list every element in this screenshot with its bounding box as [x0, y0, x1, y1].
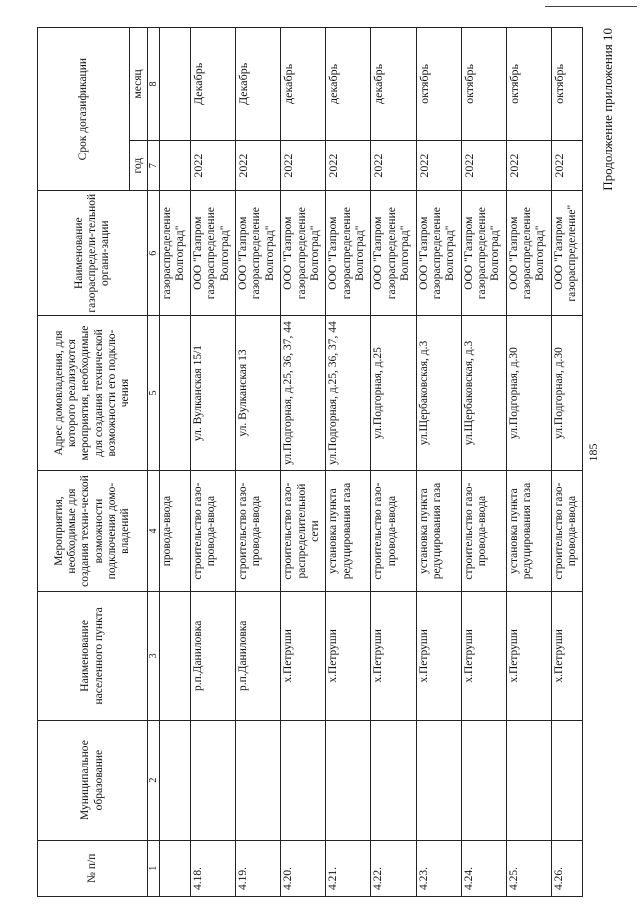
- cell-year: 2022: [461, 140, 506, 190]
- column-number: 8: [148, 28, 160, 141]
- cell-year: 2022: [506, 140, 551, 190]
- cell-year: 2022: [236, 140, 281, 190]
- cell-address: ул.Щербаковская, д.3: [461, 316, 506, 471]
- cell-municipality: [551, 720, 582, 840]
- cell-municipality: [326, 720, 371, 840]
- cell-municipality: [461, 720, 506, 840]
- cell-measure: провода-ввода: [160, 470, 191, 591]
- continuation-label: Продолжение приложения 10: [600, 28, 615, 191]
- cell-organization: ООО "Газпром газораспределение Волгоград": [506, 191, 551, 316]
- table-row: [416, 28, 461, 897]
- header-address: Адрес домовладения, для которого реализуются мероприятия, необходимые для создания технической возможности его подклю-чения: [38, 316, 148, 471]
- cell-locality: х.Петруши: [506, 592, 551, 720]
- cell-locality: х.Петруши: [326, 592, 371, 720]
- table-row: [506, 28, 551, 897]
- cell-year: 2022: [371, 140, 416, 190]
- header-deadline: Срок догазификации: [38, 28, 130, 191]
- cell-month: октябрь: [506, 28, 551, 141]
- table-row: [281, 28, 326, 897]
- cell-measure: строительство газо-провода-ввода: [371, 470, 416, 591]
- cell-number: 4.23.: [416, 840, 461, 896]
- cell-organization: ООО "Газпром газораспределение Волгоград": [191, 191, 236, 316]
- cell-municipality: [506, 720, 551, 840]
- cell-locality: х.Петруши: [461, 592, 506, 720]
- cell-measure: строительство газо-провода-ввода: [236, 470, 281, 591]
- column-number: 1: [148, 840, 160, 896]
- table-row-carry: [160, 28, 191, 897]
- header-locality: Наименование населенного пункта: [38, 592, 148, 720]
- cell-address: ул. Вулканская 13: [236, 316, 281, 471]
- cell-year: 2022: [416, 140, 461, 190]
- cell-measure: установка пункта редуцирования газа: [326, 470, 371, 591]
- header-month: месяц: [130, 28, 148, 141]
- cell-year: 2022: [191, 140, 236, 190]
- cell-locality: р.п.Даниловка: [191, 592, 236, 720]
- cell-year: 2022: [551, 140, 582, 190]
- cell-month: декабрь: [281, 28, 326, 141]
- cell-address: ул.Подгорная, д.25, 36, 37, 44: [326, 316, 371, 471]
- cell-measure: строительство газо-провода-ввода: [551, 470, 582, 591]
- table-row: [371, 28, 416, 897]
- table-row: [461, 28, 506, 897]
- cell-locality: х.Петруши: [281, 592, 326, 720]
- cell-organization: ООО "Газпром газораспределение Волгоград": [416, 191, 461, 316]
- cell-municipality: [236, 720, 281, 840]
- header-organization: Наименование газораспредели-тельной органи-зации: [38, 191, 148, 316]
- cell-address: ул.Подгорная, д.25: [371, 316, 416, 471]
- cell-locality: х.Петруши: [551, 592, 582, 720]
- cell-measure: строительство газо-распределительной сети: [281, 470, 326, 591]
- column-number: 7: [148, 140, 160, 190]
- cell-measure: установка пункта редуцирования газа: [416, 470, 461, 591]
- cell-address: ул. Вулканская 15/1: [191, 316, 236, 471]
- cell-organization: ООО "Газпром газораспределение Волгоград": [236, 191, 281, 316]
- gasification-table: [37, 27, 583, 897]
- cell-month: октябрь: [416, 28, 461, 141]
- table-row: [551, 28, 582, 897]
- cell-organization: ООО "Газпром газораспределение": [551, 191, 582, 316]
- cell-month: октябрь: [551, 28, 582, 141]
- cell-number: 4.26.: [551, 840, 582, 896]
- cell-measure: строительство газо-провода-ввода: [191, 470, 236, 591]
- cell-locality: х.Петруши: [416, 592, 461, 720]
- cell-year: 2022: [281, 140, 326, 190]
- cell-number: 4.21.: [326, 840, 371, 896]
- column-number: 3: [148, 592, 160, 720]
- cell-measure: строительство газо-провода-ввода: [461, 470, 506, 591]
- header-municipality: Муниципальное образование: [38, 720, 148, 840]
- cell-month: Декабрь: [236, 28, 281, 141]
- cell-month: декабрь: [371, 28, 416, 141]
- table-row: [326, 28, 371, 897]
- cell-organization: ООО "Газпром газораспределение Волгоград": [281, 191, 326, 316]
- cell-organization: ООО "Газпром газораспределение Волгоград": [461, 191, 506, 316]
- cell-measure: установка пункта редуцирования газа: [506, 470, 551, 591]
- cell-organization: газораспределение Волгоград": [160, 191, 191, 316]
- column-number: 5: [148, 316, 160, 471]
- cell-municipality: [281, 720, 326, 840]
- cell-month: декабрь: [326, 28, 371, 141]
- cell-number: 4.24.: [461, 840, 506, 896]
- cell-organization: ООО "Газпром газораспределение Волгоград": [371, 191, 416, 316]
- cell-number: 4.25.: [506, 840, 551, 896]
- cell-municipality: [416, 720, 461, 840]
- page-number: 185: [586, 443, 600, 462]
- cell-number: 4.19.: [236, 840, 281, 896]
- cell-locality: х.Петруши: [371, 592, 416, 720]
- cell-address: ул.Подгорная, д.30: [551, 316, 582, 471]
- header-measures: Мероприятия, необходимые для создания техни-ческой возможности подключения домо-владений: [38, 470, 148, 591]
- column-number: 2: [148, 720, 160, 840]
- cell-month: Декабрь: [191, 28, 236, 141]
- column-number: 6: [148, 191, 160, 316]
- cell-month: октябрь: [461, 28, 506, 141]
- cell-number: 4.20.: [281, 840, 326, 896]
- table-row: [236, 28, 281, 897]
- cell-number: 4.18.: [191, 840, 236, 896]
- cell-address: ул.Подгорная, д.30: [506, 316, 551, 471]
- cell-municipality: [371, 720, 416, 840]
- cell-address: ул.Подгорная, д.25, 36, 37, 44: [281, 316, 326, 471]
- column-number: 4: [148, 470, 160, 591]
- header-num: № п/п: [38, 840, 148, 896]
- cell-address: ул.Щербаковская, д.3: [416, 316, 461, 471]
- cell-year: 2022: [326, 140, 371, 190]
- cell-organization: ООО "Газпром газораспределение Волгоград": [326, 191, 371, 316]
- cell-municipality: [191, 720, 236, 840]
- table-row: [191, 28, 236, 897]
- header-year: год: [130, 140, 148, 190]
- cell-number: 4.22.: [371, 840, 416, 896]
- cell-locality: р.п.Даниловка: [236, 592, 281, 720]
